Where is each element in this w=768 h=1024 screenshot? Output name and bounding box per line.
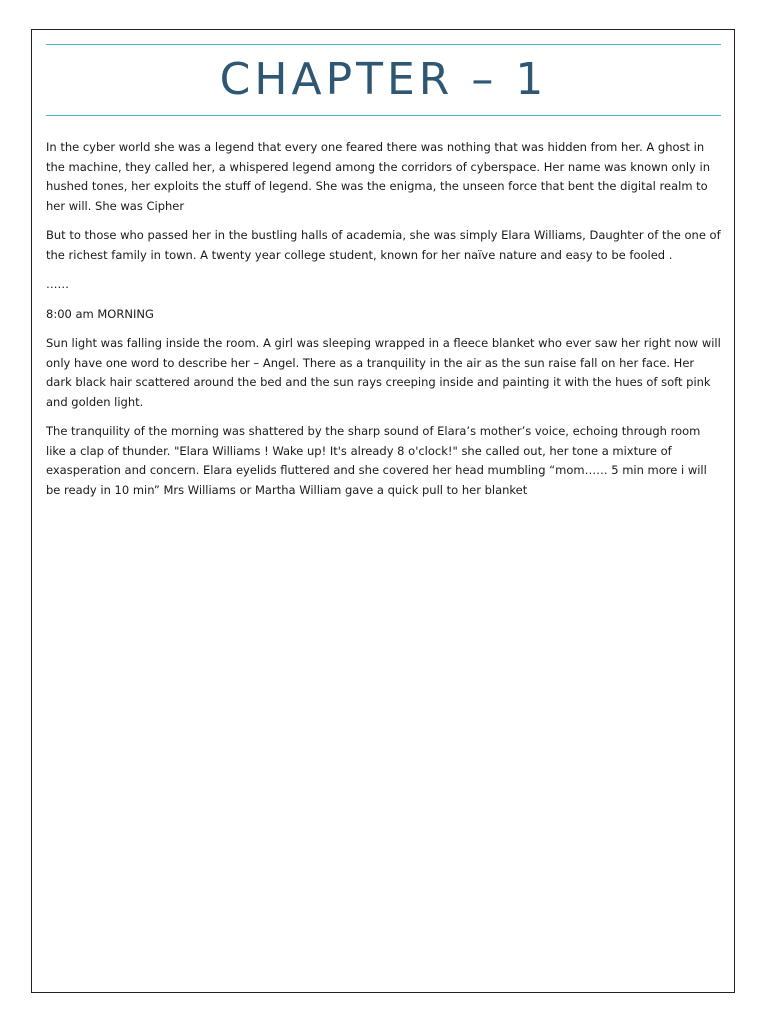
title-bottom-rule xyxy=(46,115,721,116)
document-body xyxy=(46,138,722,510)
paragraph-wake-up: The tranquility of the morning was shattered by the sharp sound of Elara’s mother’s voice, echoing through room like a clap of thunder. "Elara Williams ! Wake up! It's already 8 o'clock!" she called out, her tone a mixture of exasperation and concern. Elara eyelids fluttered and she covered her head mumbling “mom…… 5 min more i will be ready in 10 min” Mrs Williams or Martha William gave a quick pull to her blanket xyxy=(46,424,707,497)
chapter-title: CHAPTER – 1 xyxy=(219,54,548,105)
paragraph-morning: Sun light was falling inside the room. A girl was sleeping wrapped in a fleece blanket who ever saw her right now will only have one word to describe her – Angel. There as a tranquility in the air as the sun raise fall on her face. Her dark black hair scattered around the bed and the sun rays creeping inside and painting it with the hues of soft pink and golden light. xyxy=(46,336,721,409)
paragraph-identity: But to those who passed her in the bustling halls of academia, she was simply Elara Williams, Daughter of the one of the richest family in town. A twenty year college student, known for her naïve nature and easy to be fooled . xyxy=(46,228,721,262)
paragraph-time-heading: 8:00 am MORNING xyxy=(46,306,154,321)
title-top-rule xyxy=(46,44,721,45)
paragraph-intro: In the cyber world she was a legend that every one feared there was nothing that was hidden from her. A ghost in the machine, they called her, a whispered legend among the corridors of cyberspace. Her name was known only in hushed tones, her exploits the stuff of legend. She was the enigma, the unseen force that bent the digital realm to her will. She was Cipher xyxy=(46,140,711,213)
paragraph-ellipsis: …… xyxy=(46,277,69,291)
